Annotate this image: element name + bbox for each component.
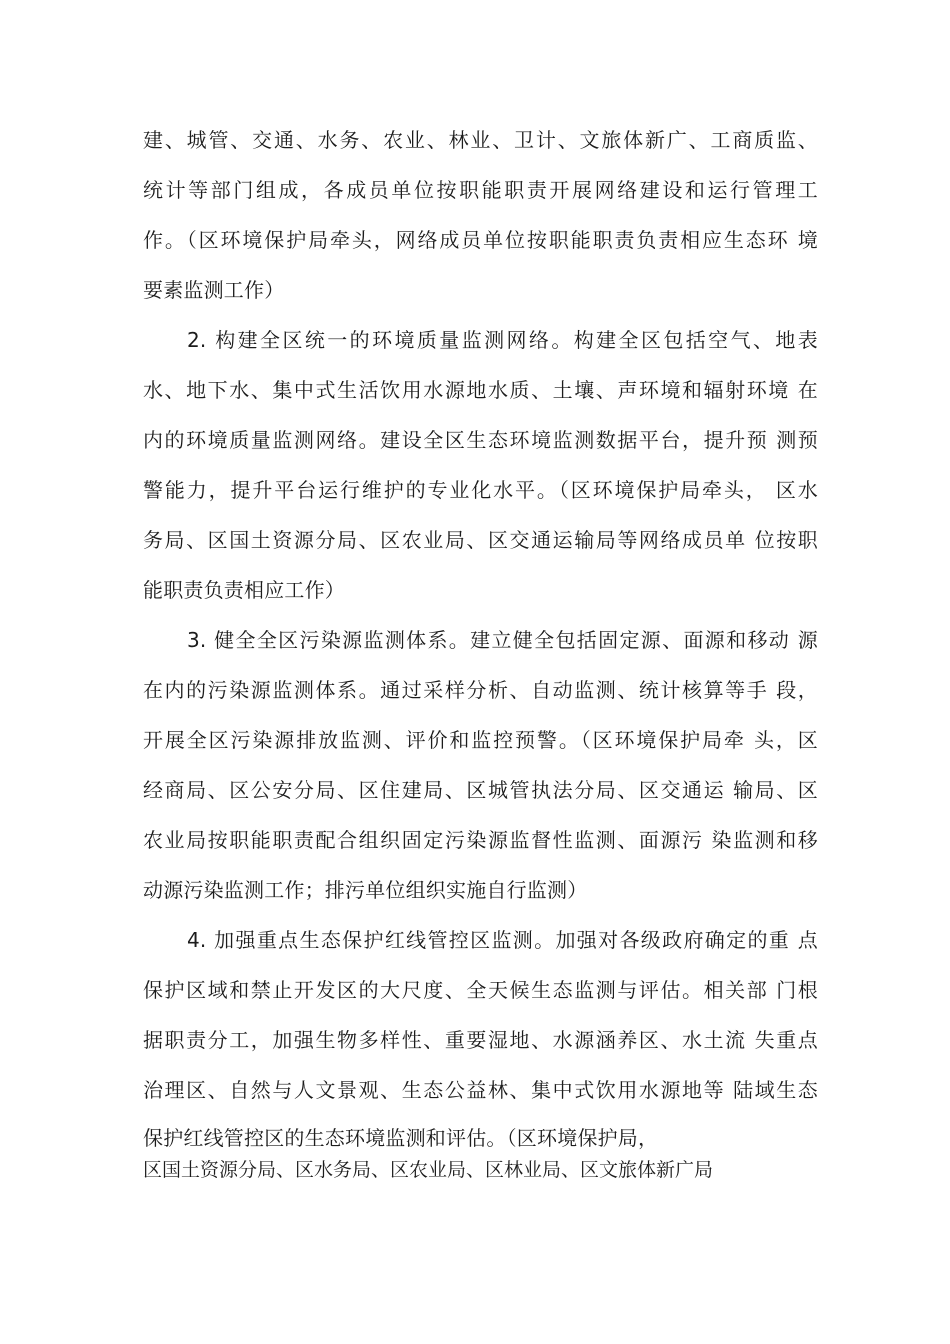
paragraph-4-line-6: 区国土资源分局、区水务局、区农业局、区林业局、区文旅体新广局	[143, 1159, 714, 1181]
paragraph-2-line-5: 务局、区国土资源分局、区农业局、区交通运输局等网络成员单 位按职	[143, 528, 818, 552]
paragraph-1-line-3: 作。（区环境保护局牵头，网络成员单位按职能职责负责相应生态环 境	[143, 228, 818, 252]
paragraph-3-line-4: 经商局、区公安分局、区住建局、区城管执法分局、区交通运 输局、区	[143, 778, 818, 802]
paragraph-1-line-4: 要素监测工作）	[143, 278, 285, 302]
paragraph-3-line-3: 开展全区污染源排放监测、评价和监控预警。（区环境保护局牵 头，区	[143, 728, 818, 752]
paragraph-4-line-2: 保护区域和禁止开发区的大尺度、全天候生态监测与评估。相关部 门根	[143, 978, 818, 1002]
paragraph-2-line-1: 2. 构建全区统一的环境质量监测网络。构建全区包括空气、地表	[187, 328, 818, 352]
paragraph-4-line-4: 治理区、自然与人文景观、生态公益林、集中式饮用水源地等 陆域生态	[143, 1078, 818, 1102]
paragraph-3-line-5: 农业局按职能职责配合组织固定污染源监督性监测、面源污 染监测和移	[143, 828, 818, 852]
paragraph-2-line-4: 警能力，提升平台运行维护的专业化水平。（区环境保护局牵头， 区水	[143, 478, 818, 502]
paragraph-2-line-3: 内的环境质量监测网络。建设全区生态环境监测数据平台，提升预 测预	[143, 428, 818, 452]
paragraph-2-line-2: 水、地下水、集中式生活饮用水源地水质、土壤、声环境和辐射环境 在	[143, 378, 818, 402]
paragraph-1-line-2: 统计等部门组成，各成员单位按职能职责开展网络建设和运行管理工	[143, 178, 818, 202]
paragraph-1-line-1: 建、城管、交通、水务、农业、林业、卫计、文旅体新广、工商质监、	[143, 128, 818, 152]
paragraph-4-line-5: 保护红线管控区的生态环境监测和评估。（区环境保护局，	[143, 1126, 659, 1150]
paragraph-3-line-6: 动源污染监测工作；排污单位组织实施自行监测）	[143, 878, 588, 902]
paragraph-4-line-3: 据职责分工，加强生物多样性、重要湿地、水源涵养区、水土流 失重点	[143, 1028, 818, 1052]
paragraph-2-line-6: 能职责负责相应工作）	[143, 578, 345, 602]
paragraph-4-line-1: 4. 加强重点生态保护红线管控区监测。加强对各级政府确定的重 点	[187, 928, 818, 952]
paragraph-3-line-1: 3. 健全全区污染源监测体系。建立健全包括固定源、面源和移动 源	[187, 628, 818, 652]
paragraph-3-line-2: 在内的污染源监测体系。通过采样分析、自动监测、统计核算等手 段，	[143, 678, 818, 702]
